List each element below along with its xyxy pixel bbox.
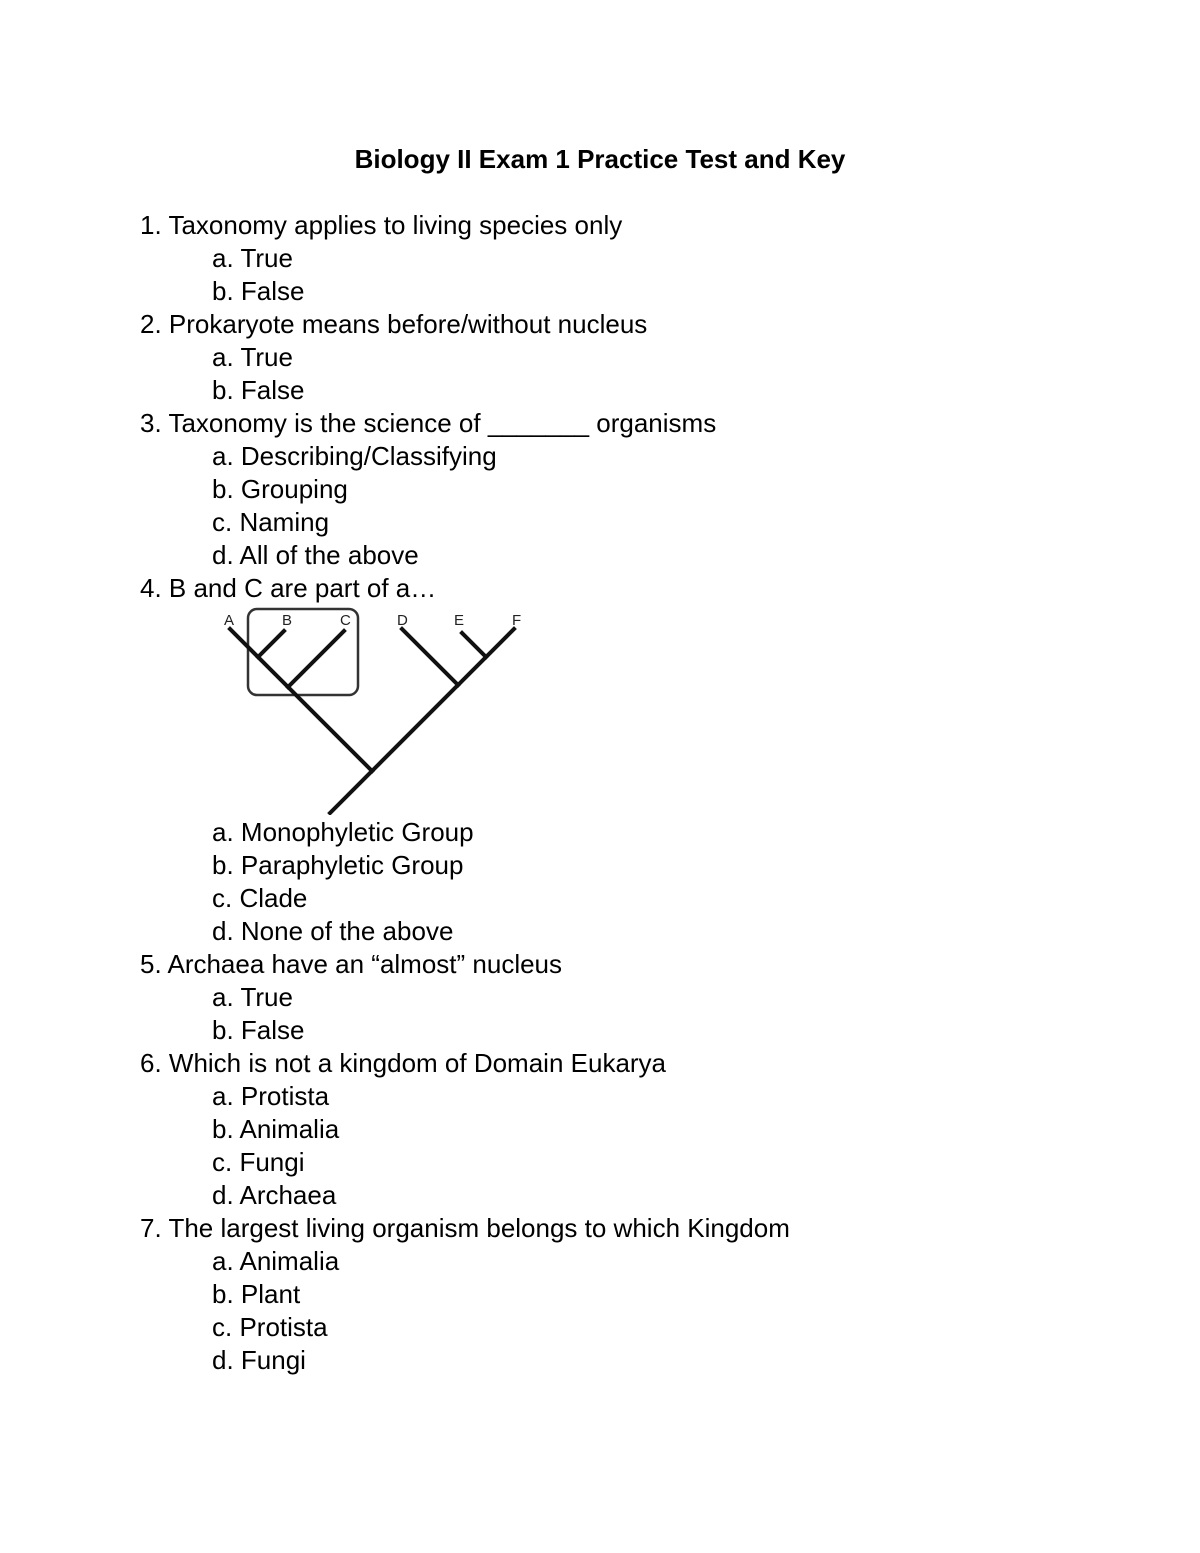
question-3-stem: 3. Taxonomy is the science of _______ organisms [140, 408, 717, 438]
question-4-option-d: d. None of the above [212, 916, 454, 946]
question-7-option-a: a. Animalia [212, 1246, 340, 1276]
question-6-option-d: d. Archaea [212, 1180, 337, 1210]
tree-branch-right-lineage [372, 685, 458, 771]
question-3-option-c: c. Naming [212, 507, 330, 537]
tree-branch-left-lineage [288, 687, 372, 771]
question-2-stem: 2. Prokaryote means before/without nucleus [140, 309, 648, 339]
question-7-option-c: c. Protista [212, 1312, 328, 1342]
page-title: Biology II Exam 1 Practice Test and Key [354, 144, 846, 174]
question-7-option-b: b. Plant [212, 1279, 301, 1309]
tree-branch-e [462, 633, 486, 657]
question-4-stem: 4. B and C are part of a… [140, 573, 437, 603]
tree-label-c: C [340, 612, 351, 629]
question-4-option-c: c. Clade [212, 883, 308, 913]
question-7-option-d: d. Fungi [212, 1345, 306, 1375]
tree-label-a: A [224, 612, 235, 629]
question-6-option-c: c. Fungi [212, 1147, 305, 1177]
question-2-option-b: b. False [212, 375, 305, 405]
question-4-option-a: a. Monophyletic Group [212, 817, 474, 847]
tree-branch-b [258, 631, 284, 657]
question-6-stem: 6. Which is not a kingdom of Domain Eukarya [140, 1048, 667, 1078]
tree-branch-bc-ancestor [288, 631, 344, 687]
question-3-option-b: b. Grouping [212, 474, 348, 504]
question-5-stem: 5. Archaea have an “almost” nucleus [140, 949, 563, 979]
question-1-option-a: a. True [212, 243, 293, 273]
tree-root-branch [330, 771, 372, 813]
tree-label-e: E [454, 612, 465, 629]
tree-label-f: F [512, 612, 522, 629]
tree-label-d: D [397, 612, 408, 629]
tree-label-b: B [282, 612, 293, 629]
question-5-option-b: b. False [212, 1015, 305, 1045]
phylogenetic-tree-diagram [212, 605, 532, 815]
question-3-option-a: a. Describing/Classifying [212, 441, 497, 471]
question-5-option-a: a. True [212, 982, 293, 1012]
question-3-option-d: d. All of the above [212, 540, 419, 570]
question-1-option-b: b. False [212, 276, 305, 306]
question-7-stem: 7. The largest living organism belongs to which Kingdom [140, 1213, 790, 1243]
question-6-option-a: a. Protista [212, 1081, 330, 1111]
question-1-stem: 1. Taxonomy applies to living species only [140, 210, 623, 240]
question-2-option-a: a. True [212, 342, 293, 372]
question-4-option-b: b. Paraphyletic Group [212, 850, 464, 880]
tree-branch-d [402, 629, 458, 685]
question-6-option-b: b. Animalia [212, 1114, 340, 1144]
